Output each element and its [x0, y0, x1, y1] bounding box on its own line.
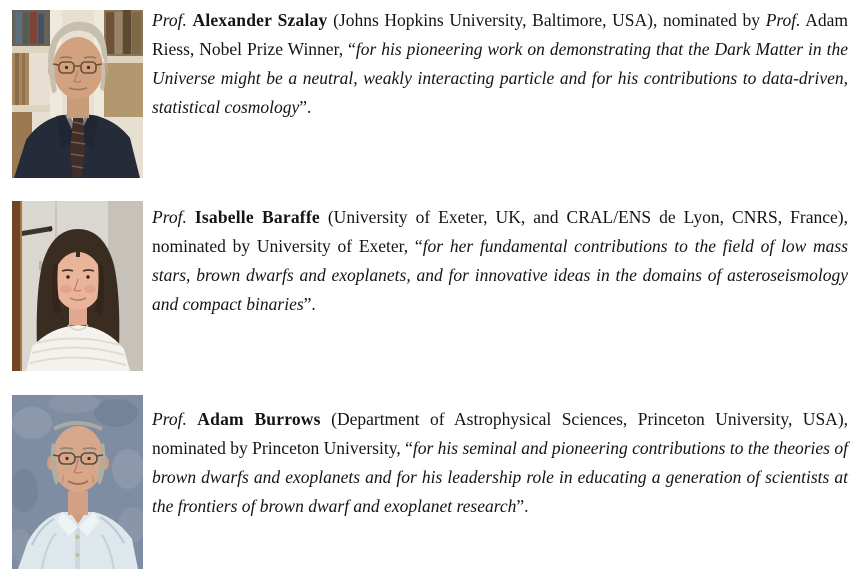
text-segment-bold: Alexander Szalay — [192, 10, 328, 30]
text-segment-italic: Prof. — [765, 10, 801, 30]
text-segment-normal: Adam Riess, Nobel Prize Winner, “ — [152, 10, 848, 59]
text-segment-bold: Isabelle Baraffe — [194, 207, 320, 227]
nomination-paragraph — [152, 6, 848, 122]
text-segment-normal — [187, 207, 195, 227]
text-segment-bold: Adam Burrows — [197, 409, 321, 429]
nomination-paragraph — [152, 405, 848, 521]
text-segment-normal: (Department of Astrophysical Sciences, Princeton University, USA), nominated by Princeton University, “ — [152, 409, 849, 458]
nominee-entry-burrows — [12, 395, 848, 569]
text-segment-italic: Prof. — [152, 207, 187, 227]
portrait-photo-baraffe — [12, 201, 143, 371]
text-segment-italic: for her fundamental contributions to the field of low mass stars, brown dwarfs and exoplanets, and for innovative ideas in the domains of asteroseismology and compact binaries — [152, 236, 849, 314]
text-segment-normal: ”. — [299, 97, 312, 117]
text-segment-normal — [187, 409, 197, 429]
nominee-entry-baraffe — [12, 201, 848, 371]
text-segment-normal: ”. — [303, 294, 316, 314]
text-segment-italic: for his seminal and pioneering contributions to the theories of brown dwarfs and exoplanets and for his leadership role in educating a generation of scientists at the frontiers of brown dwarf and exoplanet research — [152, 438, 848, 516]
nomination-text-szalay — [152, 6, 848, 122]
text-segment-normal: (Johns Hopkins University, Baltimore, USA), nominated by — [327, 10, 766, 30]
nomination-text-burrows — [152, 405, 848, 521]
nomination-text-baraffe — [152, 203, 848, 319]
portrait-photo-burrows — [12, 395, 143, 569]
text-segment-italic: Prof. — [152, 409, 187, 429]
portrait-photo-szalay — [12, 10, 143, 178]
nomination-paragraph — [152, 203, 848, 319]
nominee-entry-szalay — [12, 10, 848, 178]
text-segment-normal: (University of Exeter, UK, and CRAL/ENS de Lyon, CNRS, France), nominated by University of Exeter, “ — [152, 207, 848, 256]
text-segment-normal: ”. — [516, 496, 529, 516]
text-segment-italic: for his pioneering work on demonstrating that the Dark Matter in the Universe might be a neutral, weakly interacting particle and for his contributions to data-driven, statistical cosmology — [152, 39, 849, 117]
text-segment-italic: Prof. — [152, 10, 187, 30]
